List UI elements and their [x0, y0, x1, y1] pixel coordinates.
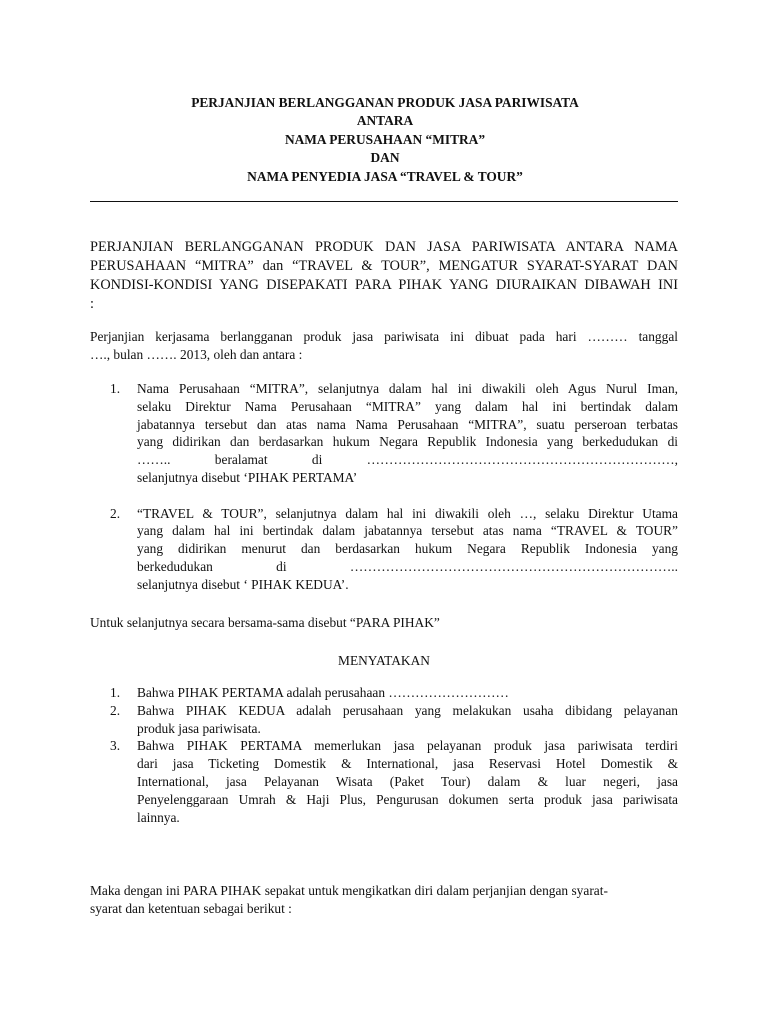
menyatakan-heading: MENYATAKAN [338, 653, 430, 668]
list-line: International, jasa Pelayanan Wisata (Paket Tour) dalam & luar negeri, jasa [137, 773, 678, 789]
list-line: jabatannya tersebut dan atas nama Nama Perusahaan “MITRA”, suatu perseroan terbatas [137, 416, 678, 432]
statement-item [110, 702, 678, 738]
opening-line: Perjanjian kerjasama berlangganan produk jasa pariwisata ini dibuat pada hari ……… tanggal [90, 329, 678, 344]
title-line: ANTARA [356, 113, 414, 129]
list-number: 1. [110, 381, 121, 396]
opening-paragraph [90, 328, 678, 364]
statement-item [110, 737, 678, 826]
list-line: yang dalam hal ini bertindak dalam jabatannya tersebut atas nama “TRAVEL & TOUR” [137, 523, 678, 539]
list-number: 2. [110, 702, 121, 718]
list-line: selanjutnya disebut ‘PIHAK PERTAMA’ [137, 469, 358, 485]
title-line: PERJANJIAN BERLANGGANAN PRODUK JASA PARIWISATA [191, 95, 579, 110]
list-line: “TRAVEL & TOUR”, selanjutnya dalam hal ini diwakili oleh …, selaku Direktur Utama [137, 505, 678, 521]
list-number: 2. [110, 505, 121, 521]
statement-item [110, 684, 678, 702]
list-line: selaku Direktur Nama Perusahaan “MITRA” yang dalam hal ini bertindak dalam [137, 398, 678, 414]
list-number: 3. [110, 738, 121, 754]
intro-paragraph [90, 238, 678, 314]
title-line: NAMA PERUSAHAAN “MITRA” [284, 131, 486, 147]
list-line: Bahwa PIHAK PERTAMA adalah perusahaan ……………………… [137, 685, 509, 700]
list-line: Nama Perusahaan “MITRA”, selanjutnya dalam hal ini diwakili oleh Agus Nurul Iman, [137, 381, 678, 396]
list-line: Bahwa PIHAK PERTAMA memerlukan jasa pelayanan produk jasa pariwisata terdiri [137, 738, 678, 754]
list-line: lainnya. [137, 809, 180, 825]
title-line: NAMA PENYEDIA JASA “TRAVEL & TOUR” [247, 168, 523, 184]
document-title [90, 94, 680, 186]
list-line: berkedudukan di ……………………………………………………………….. [137, 558, 678, 574]
closing-paragraph [90, 882, 678, 918]
closing-line: syarat dan ketentuan sebagai berikut : [90, 900, 292, 916]
parties-list [110, 380, 678, 611]
party-item [110, 380, 678, 487]
list-line: Bahwa PIHAK KEDUA adalah perusahaan yang melakukan usaha dibidang pelayanan [137, 702, 678, 718]
party-item [110, 505, 678, 594]
list-line: dari jasa Ticketing Domestik & International, jasa Reservasi Hotel Domestik & [137, 756, 678, 772]
intro-line: PERJANJIAN BERLANGGANAN PRODUK DAN JASA PARIWISATA ANTARA NAMA [90, 239, 678, 255]
opening-line: …., bulan ……. 2013, oleh dan antara : [90, 346, 303, 362]
closing-line: Maka dengan ini PARA PIHAK sepakat untuk mengikatkan diri dalam perjanjian dengan syarat- [90, 883, 608, 898]
intro-line: : [90, 296, 94, 312]
title-divider [90, 201, 678, 202]
title-line: DAN [370, 150, 400, 166]
list-line: produk jasa pariwisata. [137, 720, 261, 736]
para-pihak-paragraph: Untuk selanjutnya secara bersama-sama disebut “PARA PIHAK” [90, 615, 440, 630]
list-line: …….. beralamat di ……………………………………………………………, [137, 452, 678, 468]
intro-line: KONDISI-KONDISI YANG DISEPAKATI PARA PIHAK YANG DIURAIKAN DIBAWAH INI [90, 277, 678, 293]
list-line: selanjutnya disebut ‘ PIHAK KEDUA’. [137, 576, 349, 592]
statements-list [110, 684, 678, 826]
list-line: yang didirikan menurut dan berdasarkan hukum Negara Republik Indonesia yang [137, 541, 678, 557]
list-line: Penyelenggaraan Umrah & Haji Plus, Pengurusan dokumen serta produk jasa pariwisata [137, 791, 678, 807]
list-number: 1. [110, 685, 121, 700]
intro-line: PERUSAHAAN “MITRA” dan “TRAVEL & TOUR”, MENGATUR SYARAT-SYARAT DAN [90, 258, 678, 274]
list-line: yang didirikan dan berdasarkan hukum Negara Republik Indonesia yang berkedudukan di [137, 434, 678, 450]
